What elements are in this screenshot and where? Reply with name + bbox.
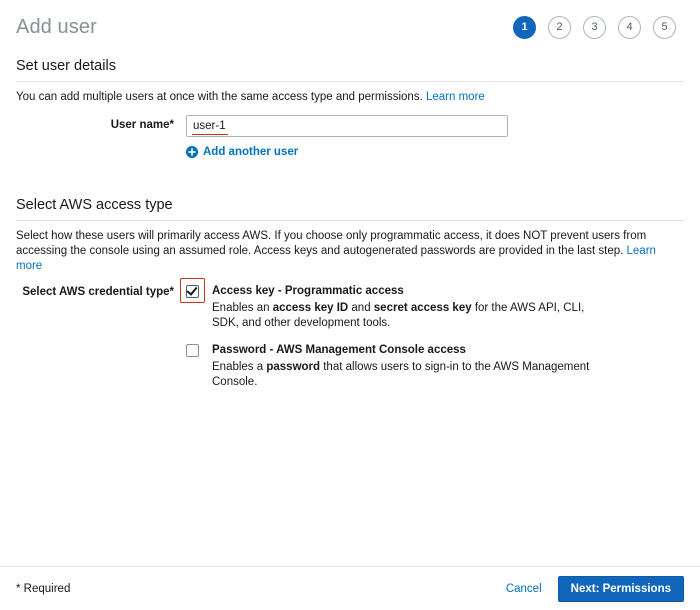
required-star: *: [16, 582, 21, 595]
wizard-step-3[interactable]: 3: [583, 16, 606, 39]
access-type-description-text: Select how these users will primarily access AWS. If you choose only programmatic access, it does NOT prevent users from accessing the console using an assumed role. Access keys and autogenerated passwords are provided in the last step.: [16, 230, 647, 257]
username-form-row: [16, 115, 684, 163]
username-input[interactable]: [186, 115, 508, 137]
wizard-header: [0, 0, 700, 44]
required-text: Required: [20, 582, 71, 595]
username-label: User name*: [110, 119, 174, 131]
credential-type-options: [186, 284, 684, 402]
credential-option-access-key[interactable]: [186, 284, 684, 331]
user-details-description: [16, 90, 684, 105]
divider-user-details: [16, 81, 684, 82]
cancel-button[interactable]: Cancel: [505, 582, 542, 595]
section-title-user-details: Set user details: [16, 58, 116, 74]
add-another-user-label: Add another user: [203, 146, 299, 158]
username-highlight-underline: [192, 134, 228, 135]
divider-access-type: [16, 220, 684, 221]
footer-actions: [506, 576, 684, 602]
access-key-checkbox-holder: [186, 284, 212, 298]
password-sub-bold-1: password: [266, 361, 321, 373]
access-key-sub-mid: and: [348, 302, 374, 314]
user-details-description-text: You can add multiple users at once with the same access type and permissions.: [16, 91, 423, 103]
wizard-step-2[interactable]: 2: [548, 16, 571, 39]
plus-circle-icon: [186, 146, 198, 158]
wizard-content: [0, 44, 700, 402]
wizard-step-1[interactable]: 1: [513, 16, 536, 39]
required-note: [16, 583, 70, 595]
credential-type-row: [16, 284, 684, 402]
password-sub-pre: Enables a: [212, 361, 267, 373]
access-key-sub-post: for the AWS API, CLI, SDK, and other development tools.: [212, 302, 585, 329]
username-field-group: [186, 115, 684, 163]
access-type-learn-more-link[interactable]: Learn more: [16, 245, 656, 272]
wizard-step-4[interactable]: 4: [618, 16, 641, 39]
section-title-access-type: Select AWS access type: [16, 197, 173, 213]
credential-type-label: Select AWS credential type*: [22, 286, 174, 298]
credential-option-password[interactable]: [186, 343, 684, 390]
user-details-learn-more-link[interactable]: Learn more: [425, 91, 485, 103]
add-another-user-button[interactable]: [186, 146, 298, 158]
password-option-subtitle: [212, 360, 602, 390]
password-sub-post: that allows users to sign-in to the AWS Management Console.: [212, 361, 590, 388]
password-option-text: [212, 343, 602, 390]
access-key-checkbox[interactable]: [186, 285, 199, 298]
next-permissions-button[interactable]: Next: Permissions: [558, 576, 684, 602]
wizard-step-indicator: [513, 16, 684, 39]
access-key-option-subtitle: [212, 301, 602, 331]
access-key-option-text: [212, 284, 602, 331]
access-key-option-title: Access key - Programmatic access: [212, 285, 404, 297]
access-key-sub-bold-1: access key ID: [272, 302, 349, 314]
wizard-footer: [0, 566, 700, 610]
access-type-description: [16, 229, 684, 274]
wizard-step-5[interactable]: 5: [653, 16, 676, 39]
access-key-sub-bold-2: secret access key: [373, 302, 472, 314]
password-checkbox-holder: [186, 343, 212, 357]
page-title: Add user: [16, 15, 97, 38]
username-input-wrap: [186, 115, 508, 137]
access-key-sub-pre: Enables an: [212, 302, 273, 314]
password-option-title: Password - AWS Management Console access: [212, 344, 466, 356]
password-checkbox[interactable]: [186, 344, 199, 357]
